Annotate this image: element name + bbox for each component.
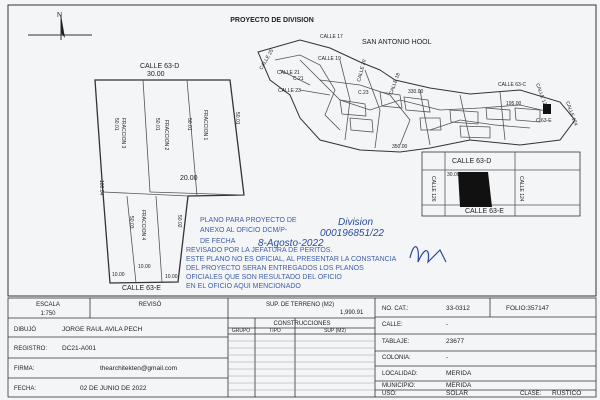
stamp-line-7: OFICIALES QUE SON RESULTADO DEL OFICIO [186, 274, 342, 281]
calle-label: CALLE: [382, 322, 403, 328]
street-18: CALLE 18 [388, 72, 402, 96]
registro-value: DC21-A001 [62, 345, 96, 352]
loc-dim-350: 350.00 [392, 144, 408, 150]
detail-street-top: CALLE 63-D [452, 158, 492, 165]
street-17: CALLE 17 [320, 34, 343, 40]
drawing-title: PROYECTO DE DIVISION [230, 17, 314, 24]
colonia-value: - [446, 354, 449, 361]
stamp-line-8: EN EL OFICIO AQUI MENCIONADO [186, 283, 301, 290]
tablaje-value: 23677 [446, 338, 465, 345]
stamp-line-6: DEL PROYECTO SERAN ENTREGADOS LOS PLANOS [186, 265, 364, 272]
lot-dim-1: 50.01 [186, 118, 192, 131]
dim-mid: 20.00 [180, 175, 198, 182]
calle-value: - [446, 321, 449, 328]
lot-4-label: FRACCION 4 [140, 210, 146, 241]
localidad-value: MERIDA [446, 370, 472, 377]
stamp-line-2: ANEXO AL OFICIO DCM/P- [200, 227, 288, 234]
loc-dim-195: 195.00 [506, 101, 522, 107]
detail-street-left: CALLE 126 [430, 176, 436, 202]
detail-dim: 30.00 [447, 172, 460, 178]
loc-dim-330: 330.00 [408, 89, 424, 95]
col-sup: SUP (M2) [324, 328, 346, 334]
sup-label: SUP. DE TERRENO (M2) [265, 302, 335, 308]
col-grupo: GRUPO [231, 328, 251, 334]
lot-3-label: FRACCION 3 [120, 118, 126, 149]
dim-side-right-low: 50.02 [176, 215, 182, 228]
street-21: CALLE 21 [277, 70, 300, 76]
localidad-label: LOCALIDAD: [382, 371, 418, 377]
lot-1-label: FRACCION 1 [202, 110, 208, 141]
north-label: N [57, 12, 63, 19]
street-19: CALLE 19 [318, 56, 341, 62]
clase-label: CLASE: [520, 391, 542, 397]
firma-value: thearchitekten@gmail.com [100, 365, 178, 372]
detail-street-bottom: CALLE 63-E [465, 208, 504, 215]
street-25: CALLE 25 [258, 48, 276, 71]
dim-bottom-c: 10.00 [165, 274, 178, 280]
dim-bottom-a: 10.00 [138, 264, 151, 270]
stamp-line-5: ESTE PLANO NO ES OFICIAL, AL PRESENTAR LA CONSTANCIA [186, 256, 397, 263]
dibujo-label: DIBUJÓ [14, 327, 37, 333]
folio: FOLIO:357147 [506, 305, 549, 312]
street-126: CALLE 126 [534, 82, 549, 109]
street-top-label: CALLE 63-D [140, 63, 180, 70]
escala-label: ESCALA [36, 302, 60, 308]
stamp-hand-number: 000196851/22 [320, 228, 384, 239]
dibujo-value: JORGE RAUL AVILA PECH [62, 326, 143, 333]
lot-dim-2: 50.01 [154, 118, 160, 131]
stamp-line-4: REVISADO POR LA JEFATURA DE PERITOS. [186, 247, 333, 254]
clase-value: RUSTICO [552, 390, 582, 397]
street-bottom-label: CALLE 63-E [122, 285, 161, 292]
street-c21: C.21 [293, 76, 304, 82]
fecha-label: FECHA: [14, 386, 37, 392]
registro-label: REGISTRO: [14, 346, 48, 352]
sup-value: 1,990.91 [340, 310, 364, 316]
tablaje-label: TABLAJE: [382, 339, 410, 345]
lot-dim-4: 50.03 [128, 216, 134, 229]
uso-label: USO: [382, 391, 397, 397]
stamp-hand-date: 8-Agosto-2022 [258, 238, 324, 249]
detail-street-right: CALLE 124 [518, 176, 524, 202]
stamp-hand-type: Division [338, 217, 374, 228]
street-23: CALLE 23 [278, 88, 301, 94]
municipio-label: MUNICIPIO: [382, 383, 416, 389]
construcciones-label: CONSTRUCCIONES [273, 321, 331, 327]
place-label: SAN ANTONIO HOOL [362, 39, 432, 46]
street-63-c: CALLE 63-C [498, 82, 527, 88]
no-cat-value: 33-0312 [446, 305, 470, 312]
street-c23: C.23 [358, 90, 369, 96]
stamp-line-3: DE FECHA [200, 238, 236, 245]
dim-side-left: 100.04 [98, 180, 104, 196]
dim-top: 30.00 [147, 71, 165, 78]
reviso-label: REVISÓ [138, 302, 162, 308]
fecha-value: 02 DE JUNIO DE 2022 [80, 385, 147, 392]
municipio-value: MERIDA [446, 382, 472, 389]
stamp-line-1: PLANO PARA PROYECTO DE [200, 217, 297, 224]
dim-side-right: 50.01 [234, 112, 240, 125]
street-20: CALLE 20 [356, 58, 368, 83]
dim-bottom-b: 10.00 [112, 272, 125, 278]
lot-2-label: FRACCION 2 [163, 120, 169, 151]
no-cat-label: NO. CAT.: [382, 306, 409, 312]
street-124: CALLE 124 [564, 100, 579, 127]
colonia-label: COLONIA: [382, 355, 411, 361]
lot-dim-3: 50.01 [113, 118, 119, 131]
loc-c63e: C.63-E [536, 118, 552, 124]
uso-value: SOLAR [446, 390, 469, 397]
col-tipo: TIPO [269, 328, 281, 334]
escala-value: 1:750 [40, 311, 56, 317]
firma-label: FIRMA: [14, 366, 35, 372]
